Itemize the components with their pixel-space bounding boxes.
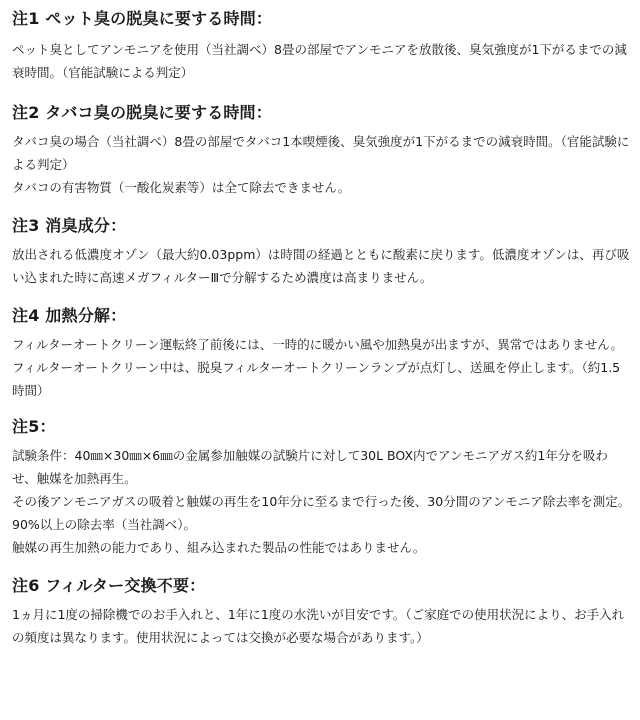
note-paragraph: 触媒の再生加熱の能力であり、組み込まれた製品の性能ではありません。 xyxy=(12,540,426,555)
note-3 xyxy=(12,215,632,289)
note-body xyxy=(12,333,632,402)
note-paragraph: 放出される低濃度オゾン（最大約0.03ppm）は時間の経過とともに酸素に戻ります。低濃度オゾンは、再び吸い込まれた時に高速メガフィルターⅢで分解するため濃度は高まりません。 xyxy=(12,247,630,285)
note-heading: 注3 消臭成分： xyxy=(12,216,127,235)
note-6 xyxy=(12,575,632,649)
note-paragraph: 試験条件：40㎜×30㎜×6㎜の金属参加触媒の試験片に対して30L BOX内でアンモニアガス約1年分を吸わせ、触媒を加熱再生。 xyxy=(12,448,608,486)
note-body xyxy=(12,243,632,289)
note-1 xyxy=(12,8,632,84)
note-paragraph: その後アンモニアガスの吸着と触媒の再生を10年分に至るまで行った後、30分間のアンモニア除去率を測定。90%以上の除去率（当社調べ）。 xyxy=(12,494,631,532)
note-paragraph: 1ヵ月に1度の掃除機でのお手入れと、1年に1度の水洗いが目安です。（ご家庭での使用状況により、お手入れの頻度は異なります。使用状況によっては交換が必要な場合があります。） xyxy=(12,607,625,645)
note-5 xyxy=(12,416,632,559)
note-2 xyxy=(12,102,632,199)
note-4 xyxy=(12,305,632,402)
note-body xyxy=(12,38,632,84)
note-body xyxy=(12,444,632,559)
note-paragraph: タバコ臭の場合（当社調べ）8畳の部屋でタバコ1本喫煙後、臭気強度が1下がるまでの減衰時間。（官能試験による判定） xyxy=(12,134,630,172)
note-heading: 注2 タバコ臭の脱臭に要する時間： xyxy=(12,103,272,122)
note-body xyxy=(12,130,632,199)
note-paragraph: タバコの有害物質（一酸化炭素等）は全て除去できません。 xyxy=(12,180,351,195)
note-body xyxy=(12,603,632,649)
note-heading: 注4 加熱分解： xyxy=(12,306,127,325)
note-heading: 注5： xyxy=(12,417,56,436)
note-paragraph: ペット臭としてアンモニアを使用（当社調べ）8畳の部屋でアンモニアを放散後、臭気強度が1下がるまでの減衰時間。（官能試験による判定） xyxy=(12,42,627,80)
note-paragraph: フィルターオートクリーン運転終了前後には、一時的に暖かい風や加熱臭が出ますが、異常ではありません。フィルターオートクリーン中は、脱臭フィルターオートクリーンランプが点灯し、送風を停止します。（約1.5時間） xyxy=(12,337,624,398)
note-heading: 注6 フィルター交換不要： xyxy=(12,576,206,595)
note-heading: 注1 ペット臭の脱臭に要する時間： xyxy=(12,9,273,28)
